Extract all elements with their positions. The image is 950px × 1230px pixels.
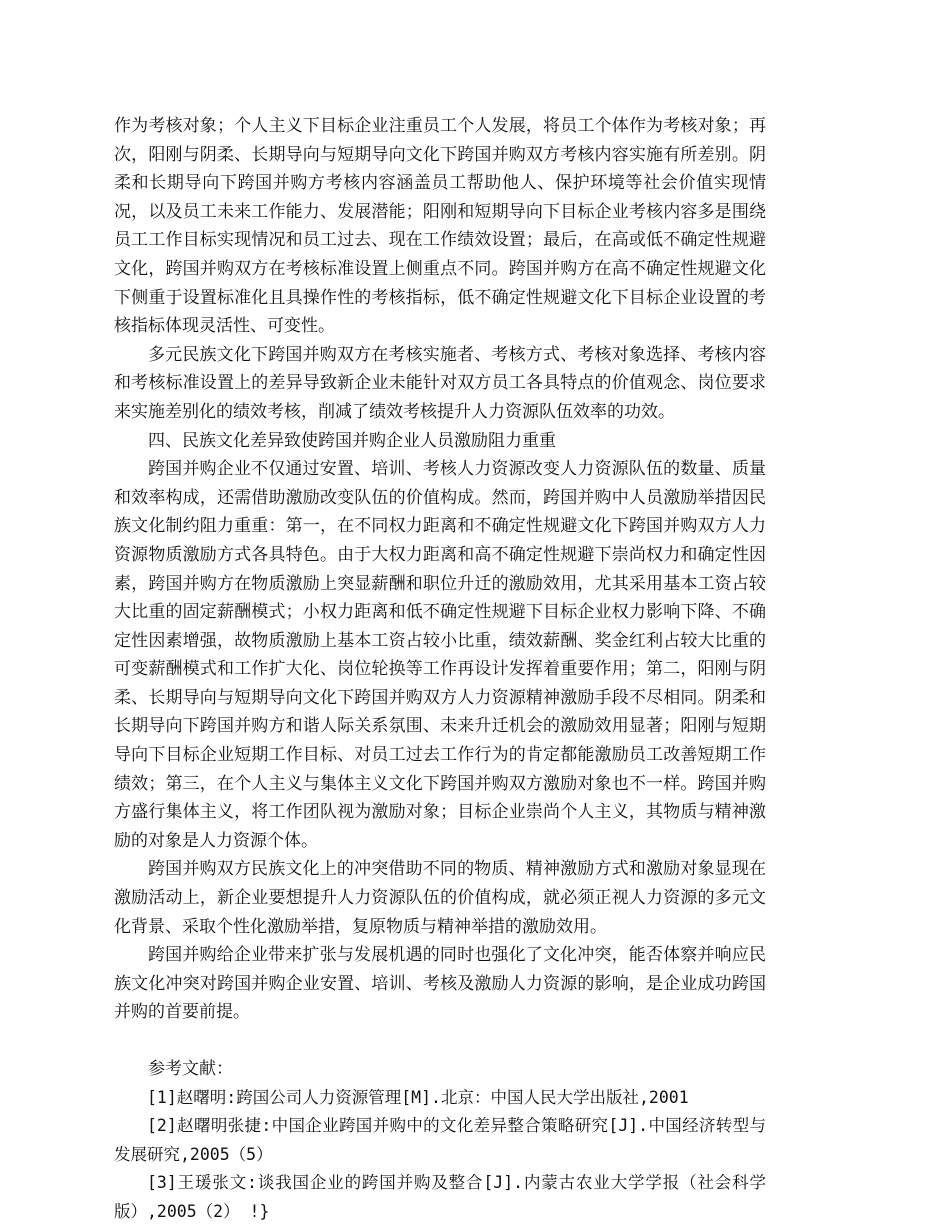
references-title: 参考文献： bbox=[148, 1059, 233, 1079]
reference-item: [1]赵曙明:跨国公司人力资源管理[M].北京：中国人民大学出版社,2001 bbox=[147, 1087, 689, 1107]
blank-line bbox=[114, 1027, 766, 1055]
document-page bbox=[114, 112, 766, 1227]
body-paragraph: 多元民族文化下跨国并购双方在考核实施者、考核方式、考核对象选择、考核内容和考核标准设置上的差异导致新企业未能针对双方员工各具特点的价值观念、岗位要求来实施差别化的绩效考核，削减了绩效考核提升人力资源队伍效率的功效。 bbox=[114, 344, 766, 422]
reference-item: [3]王瑗张文:谈我国企业的跨国并购及整合[J].内蒙古农业大学学报（社会科学版）,2005（2） !} bbox=[114, 1173, 766, 1221]
reference-item: [2]赵曙明张捷:中国企业跨国并购中的文化差异整合策略研究[J].中国经济转型与发展研究,2005（5） bbox=[114, 1116, 766, 1164]
body-paragraph: 跨国并购双方民族文化上的冲突借助不同的物质、精神激励方式和激励对象显现在激励活动上，新企业要想提升人力资源队伍的价值构成，就必须正视人力资源的多元文化背景、采取个性化激励举措，复原物质与精神举措的激励效用。 bbox=[114, 859, 766, 937]
section-heading: 四、民族文化差异致使跨国并购企业人员激励阻力重重 bbox=[148, 430, 556, 451]
body-paragraph: 跨国并购给企业带来扩张与发展机遇的同时也强化了文化冲突，能否体察并响应民族文化冲突对跨国并购企业安置、培训、考核及激励人力资源的影响，是企业成功跨国并购的首要前提。 bbox=[114, 945, 766, 1023]
body-paragraph: 跨国并购企业不仅通过安置、培训、考核人力资源改变人力资源队伍的数量、质量和效率构成，还需借助激励改变队伍的价值构成。然而，跨国并购中人员激励举措因民族文化制约阻力重重：第一，在不同权力距离和不确定性规避文化下跨国并购双方人力资源物质激励方式各具特色。由于大权力距离和高不确定性规避下崇尚权力和确定性因素，跨国并购方在物质激励上突显薪酬和职位升迁的激励效用，尤其采用基本工资占较大比重的固定薪酬模式；小权力距离和低不确定性规避下目标企业权力影响下降、不确定性因素增强，故物质激励上基本工资占较小比重，绩效薪酬、奖金红利占较大比重的可变薪酬模式和工作扩大化、岗位轮换等工作再设计发挥着重要作用；第二，阳刚与阴柔、长期导向与短期导向文化下跨国并购双方人力资源精神激励手段不尽相同。阴柔和长期导向下跨国并购方和谐人际关系氛围、未来升迁机会的激励效用显著；阳刚与短期导向下目标企业短期工作目标、对员工过去工作行为的肯定都能激励员工改善短期工作绩效；第三，在个人主义与集体主义文化下跨国并购双方激励对象也不一样。跨国并购方盛行集体主义，将工作团队视为激励对象；目标企业崇尚个人主义，其物质与精神激励的对象是人力资源个体。 bbox=[114, 459, 766, 851]
body-paragraph: 作为考核对象；个人主义下目标企业注重员工个人发展，将员工个体作为考核对象；再次，阳刚与阴柔、长期导向与短期导向文化下跨国并购双方考核内容实施有所差别。阴柔和长期导向下跨国并购方考核内容涵盖员工帮助他人、保护环境等社会价值实现情况，以及员工未来工作能力、发展潜能；阳刚和短期导向下目标企业考核内容多是围绕员工工作目标实现情况和员工过去、现在工作绩效设置；最后，在高或低不确定性规避文化，跨国并购双方在考核标准设置上侧重点不同。跨国并购方在高不确定性规避文化下侧重于设置标准化且具操作性的考核指标，低不确定性规避文化下目标企业设置的考核指标体现灵活性、可变性。 bbox=[114, 116, 766, 337]
